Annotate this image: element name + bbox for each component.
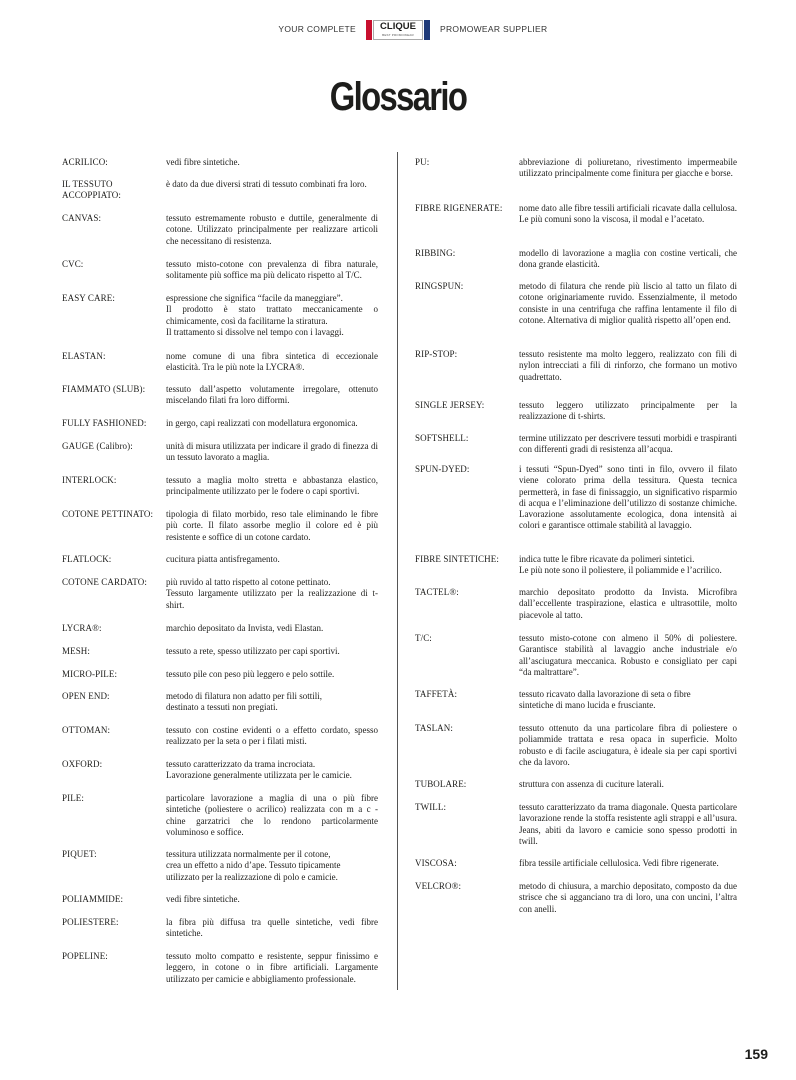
page-number: 159	[744, 1046, 768, 1062]
definition-line: marchio depositato da Invista, vedi Elastan.	[166, 623, 324, 633]
glossary-term: VISCOSA:	[415, 858, 457, 868]
glossary-term: ACRILICO:	[62, 157, 108, 167]
glossary-definition	[166, 293, 378, 338]
definition-line: tessuto ricavato dalla lavorazione di seta o fibre	[519, 689, 691, 699]
definition-line: tessuto pile con peso più leggero e pelo sottile.	[166, 669, 335, 679]
definition-line: metodo di filatura che rende più liscio al tatto un filato di cotone originariamente ruvido. Essenzialmente, il metodo consiste in una centrifuga che raffina lentamente il filo di cotone. Alternativa di miglior qualità rispetto all’open end.	[519, 281, 737, 325]
glossary-entry	[62, 669, 378, 680]
glossary-term: CVC:	[62, 259, 84, 269]
definition-line: sintetiche di mano lucida e frusciante.	[519, 700, 656, 711]
glossary-entry	[62, 351, 378, 374]
definition-line: in gergo, capi realizzati con modellatura ergonomica.	[166, 418, 358, 428]
definition-line: indica tutte le fibre ricavate da polimeri sintetici.	[519, 554, 695, 564]
glossary-term: POLIESTERE:	[62, 917, 119, 927]
glossary-entry	[415, 633, 737, 678]
glossary-entry	[62, 259, 378, 282]
definition-line: particolare lavorazione a maglia di una o più fibre sintetiche (poliestere o acrilico) realizzata con m a c - chine garzatrici che lo rendono particolarmente voluminoso e soffice.	[166, 793, 378, 837]
definition-line: utilizzato per la realizzazione di polo e camicie.	[166, 871, 338, 882]
glossary-definition	[166, 759, 378, 782]
glossary-definition	[166, 179, 378, 202]
glossary-term: CANVAS:	[62, 213, 102, 223]
glossary-definition	[519, 633, 737, 678]
glossary-definition	[519, 881, 737, 915]
glossary-entry	[62, 691, 378, 714]
glossary-definition	[166, 849, 378, 883]
glossary-entry	[415, 881, 737, 915]
definition-line: tessuto a maglia molto stretta e abbastanza elastico, principalmente utilizzato per le fodere o capi sportivi.	[166, 475, 378, 497]
glossary-definition	[166, 917, 378, 940]
glossary-definition	[519, 723, 737, 768]
definition-line: metodo di chiusura, a marchio depositato, composto da due strisce che si agganciano tra di loro, una con uncini, l’altra con anelli.	[519, 881, 737, 914]
glossary-definition	[166, 351, 378, 374]
glossary-term: SOFTSHELL:	[415, 433, 469, 443]
definition-line: Il trattamento si dissolve nel tempo con i lavaggi.	[166, 326, 344, 337]
glossary-definition	[519, 349, 737, 383]
glossary-entry	[62, 894, 378, 905]
glossary-term: TUBOLARE:	[415, 779, 467, 789]
definition-line: tessuto misto-cotone con almeno il 50% di poliestere. Garantisce stabilità al lavaggio anche industriale e/o all’asciugatura meccanica. Robusto e consigliato per capi “da maltrattare”.	[519, 633, 737, 677]
glossary-definition	[166, 554, 378, 565]
definition-line: Tessuto largamente utilizzato per la realizzazione di t-shirt.	[166, 588, 378, 610]
glossary-entry	[62, 793, 378, 838]
glossary-term: POPELINE:	[62, 951, 108, 961]
glossary-entry	[62, 725, 378, 748]
definition-line: tessuto con costine evidenti o a effetto cordato, spesso realizzato per la seta o per i filati misti.	[166, 725, 378, 747]
definition-line: tessuto caratterizzato da trama incrociata.	[166, 759, 316, 769]
glossary-definition	[166, 793, 378, 838]
glossary-term: FULLY FASHIONED:	[62, 418, 147, 428]
glossary-entry	[62, 384, 378, 407]
definition-line: cucitura piatta antisfregamento.	[166, 554, 280, 564]
glossary-definition	[166, 509, 378, 543]
glossary-definition	[519, 248, 737, 271]
glossary-term: OPEN END:	[62, 691, 110, 701]
glossary-entry	[62, 179, 378, 202]
glossary-term: SINGLE JERSEY:	[415, 400, 485, 410]
glossary-entry	[415, 554, 737, 577]
definition-line: espressione che significa “facile da maneggiare”.	[166, 293, 343, 303]
definition-line: struttura con assenza di cuciture laterali.	[519, 779, 664, 789]
glossary-entry	[415, 587, 737, 621]
glossary-term: TAFFETÀ:	[415, 689, 458, 699]
glossary-definition	[519, 281, 737, 326]
glossary-definition	[519, 779, 737, 790]
definition-line: marchio depositato prodotto da Invista. Microfibra dall’eccellente traspirazione, elastica e ultrasottile, molto piacevole al tatto.	[519, 587, 737, 620]
clique-logo	[366, 20, 430, 40]
glossary-entry	[62, 418, 378, 429]
page-title: Glossario	[329, 75, 467, 119]
glossary-definition	[519, 802, 737, 847]
glossary-definition	[166, 951, 378, 985]
glossary-definition	[166, 894, 378, 905]
glossary-term: FIBRE RIGENERATE:	[415, 203, 503, 213]
glossary-entry	[62, 475, 378, 498]
definition-line: tessuto leggero utilizzato principalmente per la realizzazione di t-shirts.	[519, 400, 737, 422]
glossary-entry	[415, 433, 737, 456]
definition-line: tessuto dall’aspetto volutamente irregolare, ottenuto miscelando filati fra loro difformi.	[166, 384, 378, 406]
glossary-term: FLATLOCK:	[62, 554, 112, 564]
definition-line: la fibra più diffusa tra quelle sintetiche, vedi fibre sintetiche.	[166, 917, 378, 939]
definition-line: modello di lavorazione a maglia con costine verticali, che dona grande elasticità.	[519, 248, 737, 270]
definition-line: unità di misura utilizzata per indicare il grado di finezza di un tessuto lavorato a maglia.	[166, 441, 378, 463]
glossary-definition	[166, 669, 378, 680]
definition-line: metodo di filatura non adatto per fili sottili,	[166, 691, 322, 701]
logo-tagline: BEST PROMOWEAR	[382, 33, 414, 37]
glossary-entry	[62, 554, 378, 565]
glossary-definition	[166, 441, 378, 464]
glossary-term: COTONE CARDATO:	[62, 577, 147, 587]
definition-line: Le più note sono il poliestere, il poliammide e l’acrilico.	[519, 565, 722, 576]
definition-line: i tessuti “Spun-Dyed” sono tinti in filo, ovvero il filato viene colorato prima della tessitura. Questa tecnica permetterà, in fase di finissaggio, un significativo risparmio di acqua e l’eliminazione dell’utilizzo di sostanze chimiche. Lavorazione assolutamente ecologica, dona intensità ai colori e garantisce ottimale stabilità al lavaggio.	[519, 464, 737, 531]
definition-line: vedi fibre sintetiche.	[166, 157, 240, 167]
definition-line: Il prodotto è stato trattato meccanicamente o chimicamente, così da facilitarne la stiratura.	[166, 304, 378, 326]
column-divider	[397, 152, 398, 990]
definition-line: più ruvido al tatto rispetto al cotone pettinato.	[166, 577, 331, 587]
definition-line: tessuto resistente ma molto leggero, realizzato con fili di nylon intrecciati a fili di rinforzo, che formano un motivo quadrettato.	[519, 349, 737, 382]
glossary-term: PILE:	[62, 793, 84, 803]
glossary-entry	[62, 646, 378, 657]
header-right-text: PROMOWEAR SUPPLIER	[440, 24, 548, 34]
glossary-term: PIQUET:	[62, 849, 97, 859]
glossary-definition	[166, 418, 378, 429]
glossary-definition	[166, 157, 378, 168]
glossary-term: OXFORD:	[62, 759, 103, 769]
glossary-definition	[166, 577, 378, 611]
glossary-entry	[415, 464, 737, 532]
definition-line: fibra tessile artificiale cellulosica. Vedi fibre rigenerate.	[519, 858, 719, 868]
definition-line: tessuto a rete, spesso utilizzato per capi sportivi.	[166, 646, 340, 656]
glossary-definition	[519, 157, 737, 180]
logo-blue-flag	[424, 20, 430, 40]
glossary-term: RINGSPUN:	[415, 281, 464, 291]
glossary-term: FIBRE SINTETICHE:	[415, 554, 499, 564]
glossary-term: T/C:	[415, 633, 432, 643]
glossary-definition	[519, 554, 737, 577]
definition-line: tessuto ottenuto da una particolare fibra di poliestere o poliammide trattata e resa opaca in superficie. Molto robusto e di facile asciugatura, è ideale sia per capi sportivi che da lavoro.	[519, 723, 737, 767]
glossary-term: TASLAN:	[415, 723, 453, 733]
glossary-term: MICRO-PILE:	[62, 669, 118, 679]
glossary-definition	[166, 623, 378, 634]
glossary-term: MESH:	[62, 646, 91, 656]
glossary-term: TWILL:	[415, 802, 447, 812]
glossary-entry	[415, 400, 737, 423]
glossary-definition	[519, 433, 737, 456]
glossary-entry	[415, 248, 737, 271]
glossary-term: RIBBING:	[415, 248, 456, 258]
definition-line: vedi fibre sintetiche.	[166, 894, 240, 904]
glossary-entry	[415, 779, 737, 790]
definition-line: destinato a tessuti non pregiati.	[166, 702, 278, 713]
page-header	[0, 20, 796, 42]
glossary-entry	[62, 577, 378, 611]
glossary-definition	[519, 203, 737, 226]
definition-line: abbreviazione di poliuretano, rivestimento impermeabile utilizzato principalmente come finitura per giacche e borse.	[519, 157, 737, 179]
glossary-entry	[62, 293, 378, 338]
definition-line: nome comune di una fibra sintetica di eccezionale elasticità. Tra le più note la LYCRA®.	[166, 351, 378, 373]
definition-line: Lavorazione generalmente utilizzata per le camicie.	[166, 770, 352, 781]
glossary-term: INTERLOCK:	[62, 475, 117, 485]
glossary-entry	[415, 802, 737, 847]
glossary-term: LYCRA®:	[62, 623, 102, 633]
glossary-definition	[166, 259, 378, 282]
definition-line: termine utilizzato per descrivere tessuti morbidi e traspiranti con differenti gradi di resistenza all’acqua.	[519, 433, 737, 455]
glossary-entry	[62, 441, 378, 464]
definition-line: tessuto molto compatto e resistente, seppur finissimo e leggero, in cotone o in fibre artificiali. Largamente utilizzato per camicie e abbigliamento professionale.	[166, 951, 378, 984]
glossary-entry	[415, 281, 737, 326]
glossary-definition	[519, 587, 737, 621]
glossary-entry	[62, 623, 378, 634]
glossary-definition	[166, 725, 378, 748]
glossary-definition	[166, 646, 378, 657]
glossary-term: EASY CARE:	[62, 293, 115, 303]
definition-line: tessitura utilizzata normalmente per il cotone,	[166, 849, 331, 859]
logo-word: CLIQUE	[380, 21, 416, 32]
glossary-term: ELASTAN:	[62, 351, 106, 361]
glossary-term: COTONE PETTINATO:	[62, 509, 154, 519]
glossary-entry	[415, 723, 737, 768]
definition-line: crea un effetto a nido d’ape. Tessuto tipicamente	[166, 860, 341, 871]
definition-line: tessuto estremamente robusto e duttile, generalmente di cotone. Utilizzato principalmente per realizzare articoli che necessitano di resistenza.	[166, 213, 378, 246]
glossary-entry	[62, 213, 378, 247]
glossary-definition	[519, 400, 737, 423]
logo-red-flag	[366, 20, 372, 40]
glossary-definition	[166, 384, 378, 407]
glossary-entry	[62, 509, 378, 543]
glossary-entry	[62, 917, 378, 940]
glossary-definition	[519, 689, 737, 712]
glossary-definition	[519, 858, 737, 869]
glossary-term: TACTEL®:	[415, 587, 459, 597]
glossary-definition	[166, 475, 378, 498]
glossary-entry	[62, 157, 378, 168]
definition-line: è dato da due diversi strati di tessuto combinati fra loro.	[166, 179, 367, 189]
glossary-term: RIP-STOP:	[415, 349, 458, 359]
glossary-definition	[166, 213, 378, 247]
glossary-term: PU:	[415, 157, 430, 167]
glossary-entry	[415, 203, 737, 226]
glossary-entry	[415, 689, 737, 712]
definition-line: tipologia di filato morbido, reso tale eliminando le fibre più corte. Il filato assorbe meglio il colore ed è più resistente e soffice di un cotone cardato.	[166, 509, 378, 542]
glossary-term: VELCRO®:	[415, 881, 462, 891]
glossary-entry	[62, 759, 378, 782]
glossary-term: POLIAMMIDE:	[62, 894, 124, 904]
glossary-term: OTTOMAN:	[62, 725, 111, 735]
glossary-entry	[415, 858, 737, 869]
glossary-term: IL TESSUTO ACCOPPIATO:	[62, 179, 121, 201]
glossary-term: GAUGE (Calibro):	[62, 441, 133, 451]
glossary-entry	[62, 849, 378, 883]
definition-line: tessuto caratterizzato da trama diagonale. Questa particolare lavorazione rende la stoffa resistente agli strappi e all’usura. Jeans, abiti da lavoro e camicie sono spesso prodotti in twill.	[519, 802, 737, 846]
glossary-definition	[519, 464, 737, 532]
definition-line: tessuto misto-cotone con prevalenza di fibra naturale, solitamente più soffice ma più delicato rispetto al T/C.	[166, 259, 378, 281]
glossary-entry	[415, 157, 737, 180]
header-left-text: YOUR COMPLETE	[278, 24, 356, 34]
glossary-term: FIAMMATO (SLUB):	[62, 384, 146, 394]
definition-line: nome dato alle fibre tessili artificiali ricavate dalla cellulosa. Le più comuni sono la viscosa, il modal e l’acetato.	[519, 203, 737, 225]
logo-wordmark	[373, 20, 423, 40]
glossary-entry	[62, 951, 378, 985]
glossary-term: SPUN-DYED:	[415, 464, 470, 474]
glossary-definition	[166, 691, 378, 714]
glossary-entry	[415, 349, 737, 383]
